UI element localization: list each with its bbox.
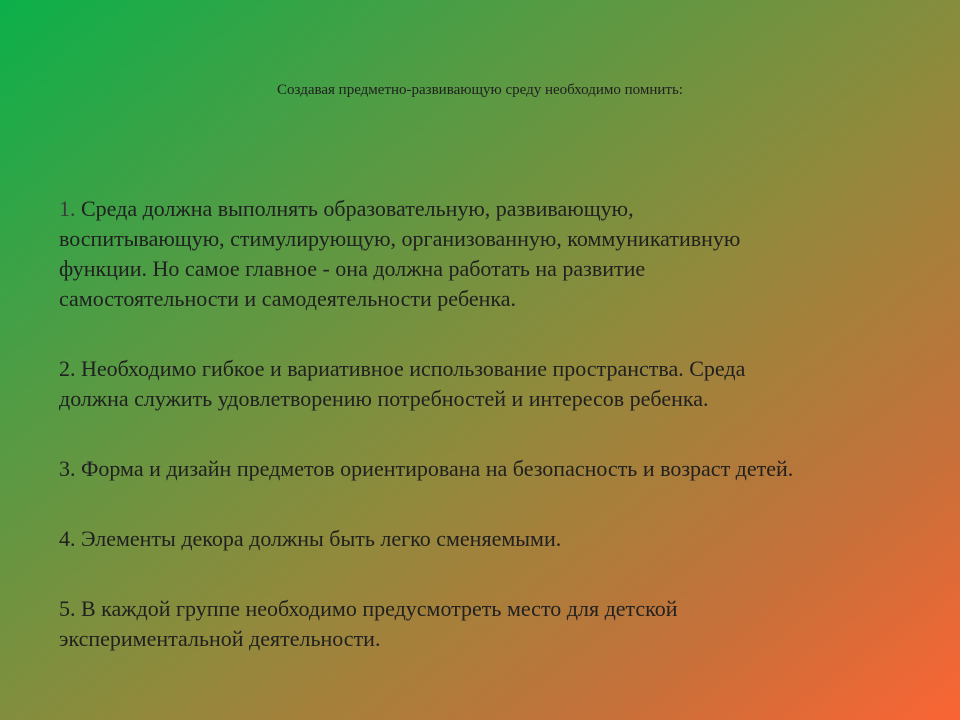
list-item-3-number: 3.: [59, 456, 76, 481]
list-item-4-number: 4.: [59, 526, 76, 551]
list-item-5: [59, 594, 929, 654]
list-item-1-line-4: самостоятельности и самодеятельности ребенка.: [59, 286, 517, 311]
list-item-4-text-1: Элементы декора должны быть легко сменяемыми.: [81, 526, 562, 551]
list-item-1-line-3: функции. Но самое главное - она должна работать на развитие: [59, 256, 646, 281]
list-item-2-number: 2.: [59, 356, 76, 381]
slide-title: Создавая предметно-развивающую среду необходимо помнить:: [277, 82, 683, 98]
numbered-list: [59, 194, 929, 694]
list-item-2-text-1: Необходимо гибкое и вариативное использование пространства. Среда: [81, 356, 746, 381]
list-item-3: [59, 454, 929, 484]
list-item-1-number: 1.: [59, 196, 76, 221]
list-item-5-number: 5.: [59, 596, 76, 621]
list-item-2-line-1: [59, 354, 929, 384]
list-item-1-line-1: [59, 194, 929, 224]
list-item-5-line-2: экспериментальной деятельности.: [59, 626, 381, 651]
list-item-2: [59, 354, 929, 414]
list-item-1-text-1: Среда должна выполнять образовательную, развивающую,: [81, 196, 634, 221]
list-item-1: [59, 194, 929, 314]
list-item-4-line-1: [59, 524, 929, 554]
list-item-1-line-2: воспитывающую, стимулирующую, организованную, коммуникативную: [59, 226, 741, 251]
list-item-5-line-1: [59, 594, 929, 624]
list-item-5-text-1: В каждой группе необходимо предусмотреть место для детской: [81, 596, 678, 621]
list-item-4: [59, 524, 929, 554]
list-item-2-line-2: должна служить удовлетворению потребностей и интересов ребенка.: [59, 386, 709, 411]
list-item-3-text-1: Форма и дизайн предметов ориентирована на безопасность и возраст детей.: [81, 456, 794, 481]
list-item-3-line-1: [59, 454, 929, 484]
